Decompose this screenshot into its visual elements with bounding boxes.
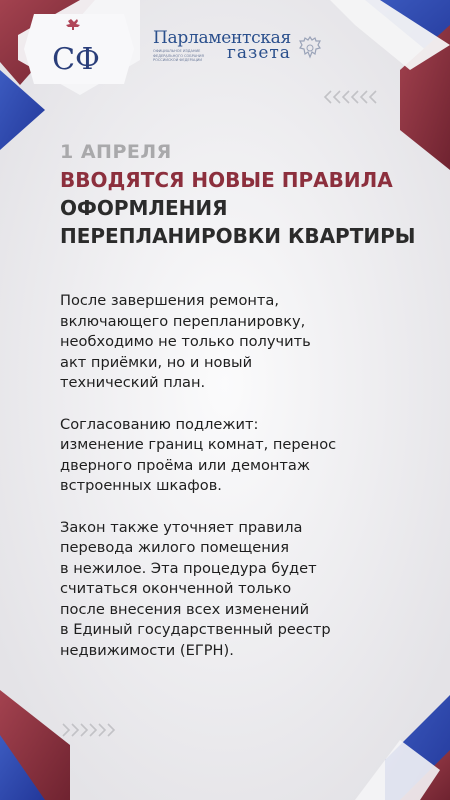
chevrons-top <box>323 90 379 104</box>
article-body <box>60 291 432 682</box>
parlamentskaya-gazeta-logo <box>153 28 328 74</box>
pg-name-line1: Парламентская <box>153 28 291 48</box>
headline <box>60 166 430 250</box>
date-label: 1 АПРЕЛЯ <box>60 141 172 163</box>
pg-small-text: ОФИЦИАЛЬНОЕ ИЗДАНИЕ ФЕДЕРАЛЬНОГО СОБРАНИЯ РОССИЙСКОЙ ФЕДЕРАЦИИ <box>153 49 204 62</box>
chevrons-bottom <box>61 723 117 737</box>
headline-red-part: ВВОДЯТСЯ НОВЫЕ ПРАВИЛА <box>60 168 393 192</box>
paragraph-3: Закон также уточняет правила перевода жилого помещения в нежилое. Эта процедура будет считаться оконченной только после внесения всех изменений в Единый государственный реестр недвижимости (ЕГРН). <box>60 518 331 659</box>
chevron-right-icon <box>63 724 114 736</box>
sf-monogram: СФ <box>52 42 100 77</box>
headline-dark-part: ОФОРМЛЕНИЯ ПЕРЕПЛАНИРОВКИ КВАРТИРЫ <box>60 196 416 248</box>
paragraph-2: Согласованию подлежит: изменение границ комнат, перенос дверного проёма или демонтаж встроенных шкафов. <box>60 415 337 494</box>
pg-name-line2: газета <box>227 43 291 63</box>
sf-logo <box>24 14 134 84</box>
paragraph-1: После завершения ремонта, включающего перепланировку, необходимо не только получить акт приёмки, но и новый технический план. <box>60 292 311 391</box>
chevron-left-icon <box>325 91 376 103</box>
state-emblem-icon <box>299 36 321 62</box>
